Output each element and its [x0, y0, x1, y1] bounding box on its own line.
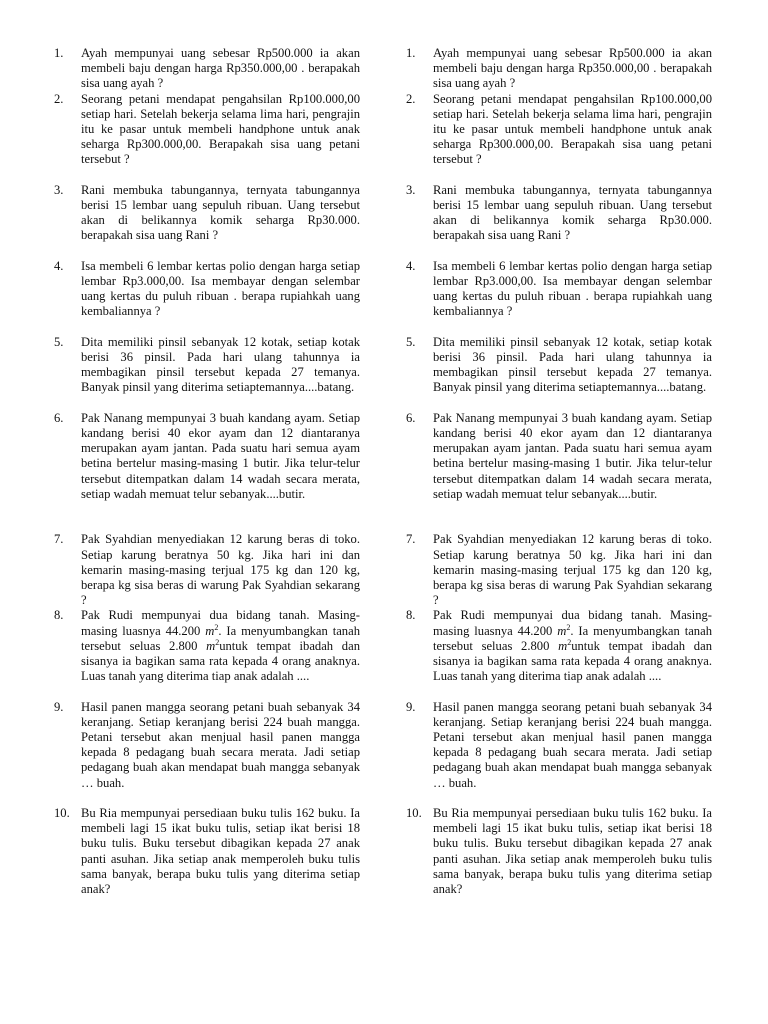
- question-1: [54, 46, 360, 92]
- question-7: [54, 532, 360, 608]
- question-4: [406, 258, 712, 335]
- question-number: 1.: [406, 46, 416, 60]
- question-6: [54, 410, 360, 533]
- question-list-left: [54, 46, 360, 897]
- question-text: Pak Syahdian menyediakan 12 karung beras di toko. Setiap karung beratnya 50 kg. Jika hari ini dan kemarin masing-masing terjual 175 kg dan 120 kg, berapa kg sisa beras di warung Pak Syahdian sekarang ?: [81, 532, 360, 608]
- question-number: 7.: [54, 532, 64, 547]
- question-number: 10.: [54, 805, 70, 820]
- unit-exponent: 2: [566, 622, 571, 632]
- question-text: Pak Syahdian menyediakan 12 karung beras di toko. Setiap karung beratnya 50 kg. Jika hari ini dan kemarin masing-masing terjual 175 kg dan 120 kg, berapa kg sisa beras di warung Pak Syahdian sekarang ?: [433, 532, 712, 608]
- question-number: 9.: [406, 699, 416, 714]
- unit-exponent: 2: [567, 637, 572, 647]
- question-text: Rani membuka tabungannya, ternyata tabungannya berisi 15 lembar uang sepuluh ribuan. Uang tersebut akan di belikannya komik seharga Rp30.000. berapakah sisa uang Rani ?: [433, 182, 712, 243]
- question-5: [54, 334, 360, 411]
- question-text: Pak Rudi mempunyai dua bidang tanah. Masing-masing luasnya 44.200 $m^2$. Ia menyumbangkan tanah tersebut seluas 2.800 $m^2untuk$ tempat ibadah dan sisanya ia bagikan sama rata kepada 4 orang anaknya. Luas tanah yang diterima tiap anak adalah ....: [81, 608, 360, 684]
- question-number: 8.: [54, 608, 64, 623]
- question-9: [406, 699, 712, 806]
- question-6: [406, 410, 712, 533]
- question-4: [54, 258, 360, 335]
- unit-m: m: [206, 638, 216, 653]
- question-10: [54, 805, 360, 897]
- question-text: Dita memiliki pinsil sebanyak 12 kotak, setiap kotak berisi 36 pinsil. Pada hari ulang tahunnya ia membagikan pinsil tersebut kepada 27 temanya. Banyak pinsil yang diterima setiaptemannya....batang.: [81, 334, 360, 395]
- question-number: 4.: [406, 258, 416, 273]
- question-number: 5.: [54, 334, 64, 349]
- question-2: [54, 91, 360, 183]
- question-text: Pak Rudi mempunyai dua bidang tanah. Masing-masing luasnya 44.200 $m^2$. Ia menyumbangkan tanah tersebut seluas 2.800 $m^2untuk$ tempat ibadah dan sisanya ia bagikan sama rata kepada 4 orang anaknya. Luas tanah yang diterima tiap anak adalah ....: [433, 608, 712, 684]
- question-5: [406, 334, 712, 411]
- question-number: 5.: [406, 334, 416, 349]
- question-text: Seorang petani mendapat pengahsilan Rp100.000,00 setiap hari. Setelah bekerja selama lima hari, pengrajin itu ke pasar untuk membeli handphone untuk anak seharga Rp300.000,00. Berapakah sisa uang petani tersebut ?: [433, 91, 712, 167]
- question-1: [406, 46, 712, 92]
- unit-exponent: 2: [215, 637, 220, 647]
- question-8: [406, 608, 712, 699]
- question-number: 4.: [54, 258, 64, 273]
- question-list-right: [406, 46, 712, 897]
- question-7: [406, 532, 712, 608]
- question-number: 6.: [54, 410, 64, 425]
- question-text: Isa membeli 6 lembar kertas polio dengan harga setiap lembar Rp3.000,00. Isa membayar dengan selembar uang kertas du puluh ribuan . berapa rupiahkah uang kembaliannya ?: [433, 258, 712, 319]
- question-text: Ayah mempunyai uang sebesar Rp500.000 ia akan membeli baju dengan harga Rp350.000,00 . berapakah sisa uang ayah ?: [81, 46, 360, 91]
- question-3: [54, 182, 360, 259]
- question-number: 3.: [406, 182, 416, 197]
- question-8: [54, 608, 360, 699]
- question-number: 1.: [54, 46, 64, 60]
- question-text: Hasil panen mangga seorang petani buah sebanyak 34 keranjang. Setiap keranjang berisi 224 buah mangga. Petani tersebut akan menjual hasil panen mangga kepada 8 pedagang buah secara merata. Jadi setiap pedagang buah akan mendapat buah mangga sebanyak … buah.: [433, 699, 712, 790]
- question-10: [406, 805, 712, 897]
- question-number: 7.: [406, 532, 416, 547]
- question-2: [406, 91, 712, 183]
- question-text: Ayah mempunyai uang sebesar Rp500.000 ia akan membeli baju dengan harga Rp350.000,00 . berapakah sisa uang ayah ?: [433, 46, 712, 91]
- question-text: Pak Nanang mempunyai 3 buah kandang ayam. Setiap kandang berisi 40 ekor ayam dan 12 diantaranya merupakan ayam jantan. Pada suatu hari semua ayam betina bertelur masing-masing 1 butir. Jika telur-telur tersebut ditempatkan dalam 14 wadah secara merata, setiap wadah memuat telur sebanyak....butir.: [81, 410, 360, 501]
- question-number: 6.: [406, 410, 416, 425]
- unit-exponent: 2: [214, 622, 219, 632]
- unit-m: m: [205, 623, 215, 638]
- question-text: Rani membuka tabungannya, ternyata tabungannya berisi 15 lembar uang sepuluh ribuan. Uang tersebut akan di belikannya komik seharga Rp30.000. berapakah sisa uang Rani ?: [81, 182, 360, 243]
- question-text: Hasil panen mangga seorang petani buah sebanyak 34 keranjang. Setiap keranjang berisi 224 buah mangga. Petani tersebut akan menjual hasil panen mangga kepada 8 pedagang buah secara merata. Jadi setiap pedagang buah akan mendapat buah mangga sebanyak … buah.: [81, 699, 360, 790]
- question-text: Dita memiliki pinsil sebanyak 12 kotak, setiap kotak berisi 36 pinsil. Pada hari ulang tahunnya ia membagikan pinsil tersebut kepada 27 temanya. Banyak pinsil yang diterima setiaptemannya....batang.: [433, 334, 712, 395]
- question-text: Bu Ria mempunyai persediaan buku tulis 162 buku. Ia membeli lagi 15 ikat buku tulis, setiap ikat berisi 18 buku tulis. Buku tersebut dibagikan kepada 27 anak panti asuhan. Jika setiap anak memperoleh buku tulis sama banyak, berapa buku tulis yang diterima setiap anak?: [81, 805, 360, 896]
- question-text: Bu Ria mempunyai persediaan buku tulis 162 buku. Ia membeli lagi 15 ikat buku tulis, setiap ikat berisi 18 buku tulis. Buku tersebut dibagikan kepada 27 anak panti asuhan. Jika setiap anak memperoleh buku tulis sama banyak, berapa buku tulis yang diterima setiap anak?: [433, 805, 712, 896]
- question-3: [406, 182, 712, 259]
- question-text: Seorang petani mendapat pengahsilan Rp100.000,00 setiap hari. Setelah bekerja selama lima hari, pengrajin itu ke pasar untuk membeli handphone untuk anak seharga Rp300.000,00. Berapakah sisa uang petani tersebut ?: [81, 91, 360, 167]
- question-number: 8.: [406, 608, 416, 623]
- question-number: 10.: [406, 805, 422, 820]
- unit-m: m: [558, 638, 568, 653]
- question-number: 3.: [54, 182, 64, 197]
- question-9: [54, 699, 360, 806]
- unit-m: m: [557, 623, 567, 638]
- question-number: 2.: [406, 91, 416, 106]
- question-text: Isa membeli 6 lembar kertas polio dengan harga setiap lembar Rp3.000,00. Isa membayar dengan selembar uang kertas du puluh ribuan . berapa rupiahkah uang kembaliannya ?: [81, 258, 360, 319]
- question-number: 9.: [54, 699, 64, 714]
- question-text: Pak Nanang mempunyai 3 buah kandang ayam. Setiap kandang berisi 40 ekor ayam dan 12 diantaranya merupakan ayam jantan. Pada suatu hari semua ayam betina bertelur masing-masing 1 butir. Jika telur-telur tersebut ditempatkan dalam 14 wadah secara merata, setiap wadah memuat telur sebanyak....butir.: [433, 410, 712, 501]
- question-number: 2.: [54, 91, 64, 106]
